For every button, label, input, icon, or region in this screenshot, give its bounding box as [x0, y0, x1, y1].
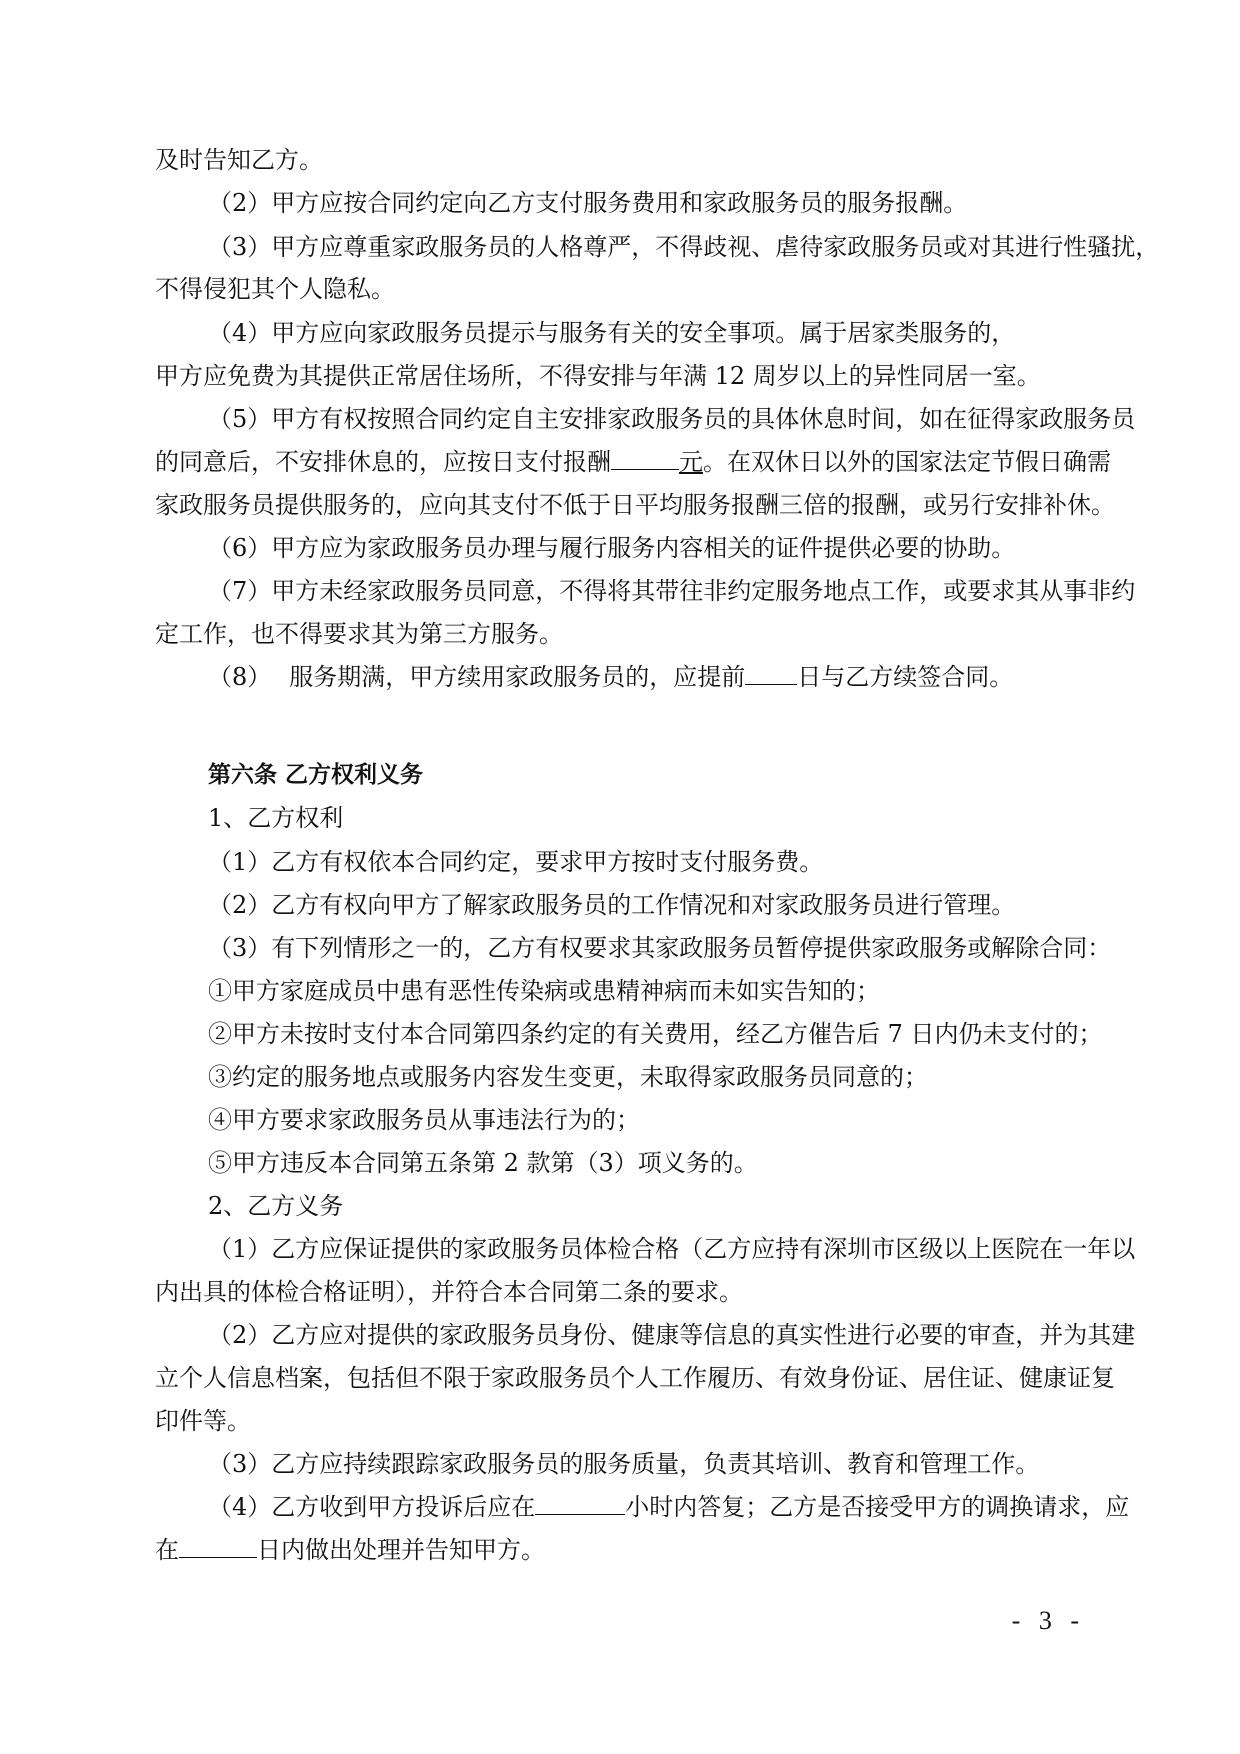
obligations-item-1-cont: 内出具的体检合格证明），并符合本合同第二条的要求。 [155, 1278, 743, 1306]
fill-blank-reply-hours[interactable] [535, 1492, 625, 1515]
obligations-item-2: （2）乙方应对提供的家政服务员身份、健康等信息的真实性进行必要的审查，并为其建 [208, 1321, 1136, 1349]
line-1: 及时告知乙方。 [155, 146, 323, 174]
text: 。在双休日以外的国家法定节假日确需 [703, 448, 1111, 476]
obligations-item-4 [208, 1490, 1130, 1524]
rights-item-3-case-3: ③约定的服务地点或服务内容发生变更，未取得家政服务员同意的； [208, 1063, 928, 1091]
rights-item-3: （3）有下列情形之一的，乙方有权要求其家政服务员暂停提供家政服务或解除合同： [208, 934, 1112, 962]
page-number: - 3 - [1011, 1606, 1085, 1635]
text: 的同意后，不安排休息的，应按日支付报酬 [155, 448, 611, 476]
obligations-item-4-cont [155, 1533, 1085, 1567]
clause-5-2-item-3-cont: 不得侵犯其个人隐私。 [155, 275, 395, 303]
clause-5-2-item-5-cont-1 [155, 445, 1111, 479]
obligations-item-2-cont-1: 立个人信息档案，包括但不限于家政服务员个人工作履历、有效身份证、居住证、健康证复 [155, 1364, 1115, 1392]
rights-item-1: （1）乙方有权依本合同约定，要求甲方按时支付服务费。 [208, 848, 824, 876]
clause-5-2-item-7-cont: 定工作，也不得要求其为第三方服务。 [155, 620, 563, 648]
clause-5-2-item-4-cont: 甲方应免费为其提供正常居住场所，不得安排与年满 12 周岁以上的异性同居一室。 [155, 362, 1041, 390]
article-6-heading: 第六条 乙方权利义务 [208, 762, 424, 788]
clause-5-2-item-5: （5）甲方有权按照合同约定自主安排家政服务员的具体休息时间，如在征得家政服务员 [208, 405, 1136, 433]
text: （4）乙方收到甲方投诉后应在 [208, 1493, 536, 1521]
fill-blank-renew-days[interactable] [745, 662, 797, 685]
clause-5-2-item-4: （4）甲方应向家政服务员提示与服务有关的安全事项。属于居家类服务的， [208, 319, 1016, 347]
obligations-item-3: （3）乙方应持续跟踪家政服务员的服务质量，负责其培训、教育和管理工作。 [208, 1450, 1040, 1478]
rights-item-3-case-4: ④甲方要求家政服务员从事违法行为的； [208, 1106, 640, 1134]
clause-5-2-item-2: （2）甲方应按合同约定向乙方支付服务费用和家政服务员的服务报酬。 [208, 189, 968, 217]
text: 服务期满，甲方续用家政服务员的，应提前 [289, 663, 746, 691]
section-party-b-rights: 1、乙方权利 [208, 804, 344, 832]
item-number: （8） [208, 663, 272, 691]
section-party-b-obligations: 2、乙方义务 [208, 1192, 344, 1220]
rights-item-2: （2）乙方有权向甲方了解家政服务员的工作情况和对家政服务员进行管理。 [208, 891, 1016, 919]
unit-yuan: 元 [679, 448, 703, 476]
clause-5-2-item-7: （7）甲方未经家政服务员同意，不得将其带往非约定服务地点工作，或要求其从事非约 [208, 577, 1136, 605]
text: 小时内答复；乙方是否接受甲方的调换请求，应 [625, 1493, 1130, 1521]
text: 日与乙方续签合同。 [797, 663, 1014, 691]
text: 在 [155, 1536, 179, 1564]
clause-5-2-item-3: （3）甲方应尊重家政服务员的人格尊严，不得歧视、虐待家政服务员或对其进行性骚扰， [208, 233, 1160, 261]
fill-blank-process-days[interactable] [179, 1535, 257, 1558]
clause-5-2-item-5-cont-2: 家政服务员提供服务的，应向其支付不低于日平均服务报酬三倍的报酬，或另行安排补休。 [155, 491, 1115, 519]
rights-item-3-case-1: ①甲方家庭成员中患有恶性传染病或患精神病而未如实告知的； [208, 977, 880, 1005]
rights-item-3-case-2: ②甲方未按时支付本合同第四条约定的有关费用，经乙方催告后 7 日内仍未支付的； [208, 1020, 1103, 1048]
obligations-item-1: （1）乙方应保证提供的家政服务员体检合格（乙方应持有深圳市区级以上医院在一年以 [208, 1235, 1136, 1263]
text: 日内做出处理并告知甲方。 [257, 1536, 545, 1564]
fill-blank-daily-pay[interactable] [611, 447, 679, 470]
rights-item-3-case-5: ⑤甲方违反本合同第五条第 2 款第（3）项义务的。 [208, 1149, 758, 1177]
obligations-item-2-cont-2: 印件等。 [155, 1407, 251, 1435]
clause-5-2-item-6: （6）甲方应为家政服务员办理与履行服务内容相关的证件提供必要的协助。 [208, 534, 1016, 562]
clause-5-2-item-8 [208, 660, 1085, 694]
